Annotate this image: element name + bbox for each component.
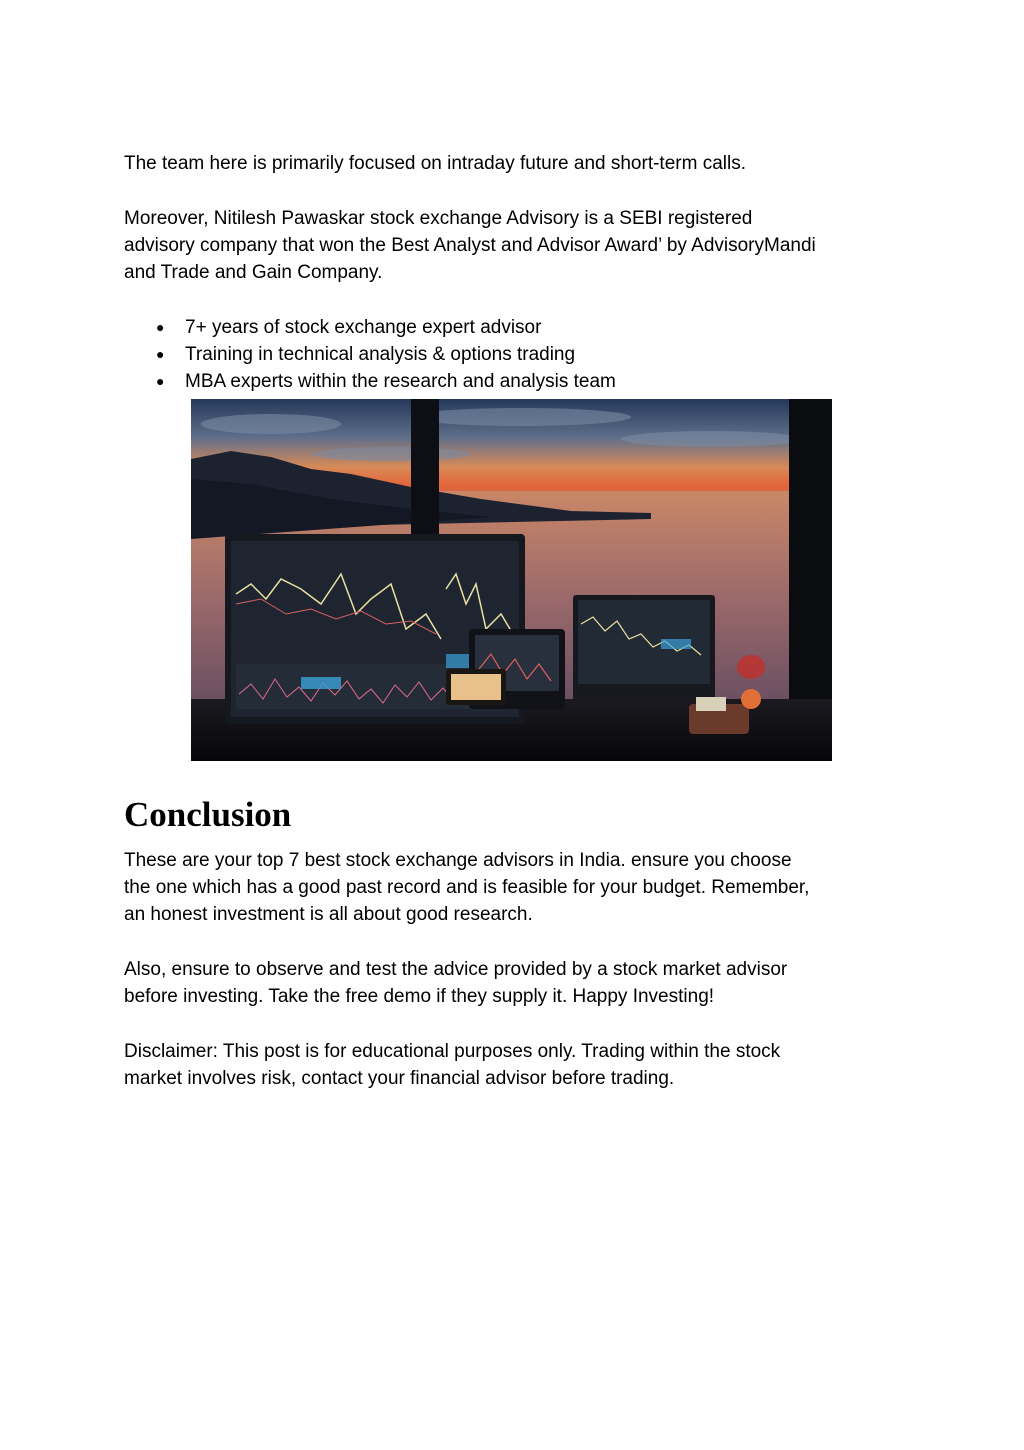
- moreover-line: advisory company that won the Best Analyst and Advisor Award’ by AdvisoryMandi: [124, 235, 816, 256]
- conclusion-line: These are your top 7 best stock exchange advisors in India. ensure you choose: [124, 850, 792, 871]
- disclaimer-line: Disclaimer: This post is for educational purposes only. Trading within the stock: [124, 1041, 781, 1062]
- list-item-text: MBA experts within the research and analysis team: [185, 371, 616, 392]
- disclaimer-paragraph: [124, 1038, 894, 1092]
- bullet-icon: ●: [156, 346, 165, 362]
- list-item: [124, 341, 884, 368]
- trading-desk-sunset-photo-icon: [191, 399, 832, 761]
- disclaimer-line: market involves risk, contact your financial advisor before trading.: [124, 1068, 675, 1089]
- list-item-text: Training in technical analysis & options trading: [185, 344, 576, 365]
- advice-paragraph: [124, 956, 894, 1010]
- feature-list: [124, 314, 884, 395]
- conclusion-line: an honest investment is all about good research.: [124, 904, 533, 925]
- conclusion-paragraph: [124, 847, 894, 928]
- bullet-icon: ●: [156, 319, 165, 335]
- trading-desk-photo: [191, 399, 832, 761]
- advice-line: Also, ensure to observe and test the advice provided by a stock market advisor: [124, 959, 788, 980]
- moreover-paragraph: [124, 205, 894, 286]
- team-paragraph: The team here is primarily focused on intraday future and short-term calls.: [124, 153, 746, 174]
- bullet-icon: ●: [156, 373, 165, 389]
- moreover-line: and Trade and Gain Company.: [124, 262, 383, 283]
- list-item: [124, 368, 884, 395]
- conclusion-line: the one which has a good past record and is feasible for your budget. Remember,: [124, 877, 810, 898]
- list-item-text: 7+ years of stock exchange expert advisor: [185, 317, 542, 338]
- conclusion-heading: Conclusion: [124, 795, 292, 834]
- advice-line: before investing. Take the free demo if they supply it. Happy Investing!: [124, 986, 715, 1007]
- list-item: [124, 314, 884, 341]
- moreover-line: Moreover, Nitilesh Pawaskar stock exchange Advisory is a SEBI registered: [124, 208, 753, 229]
